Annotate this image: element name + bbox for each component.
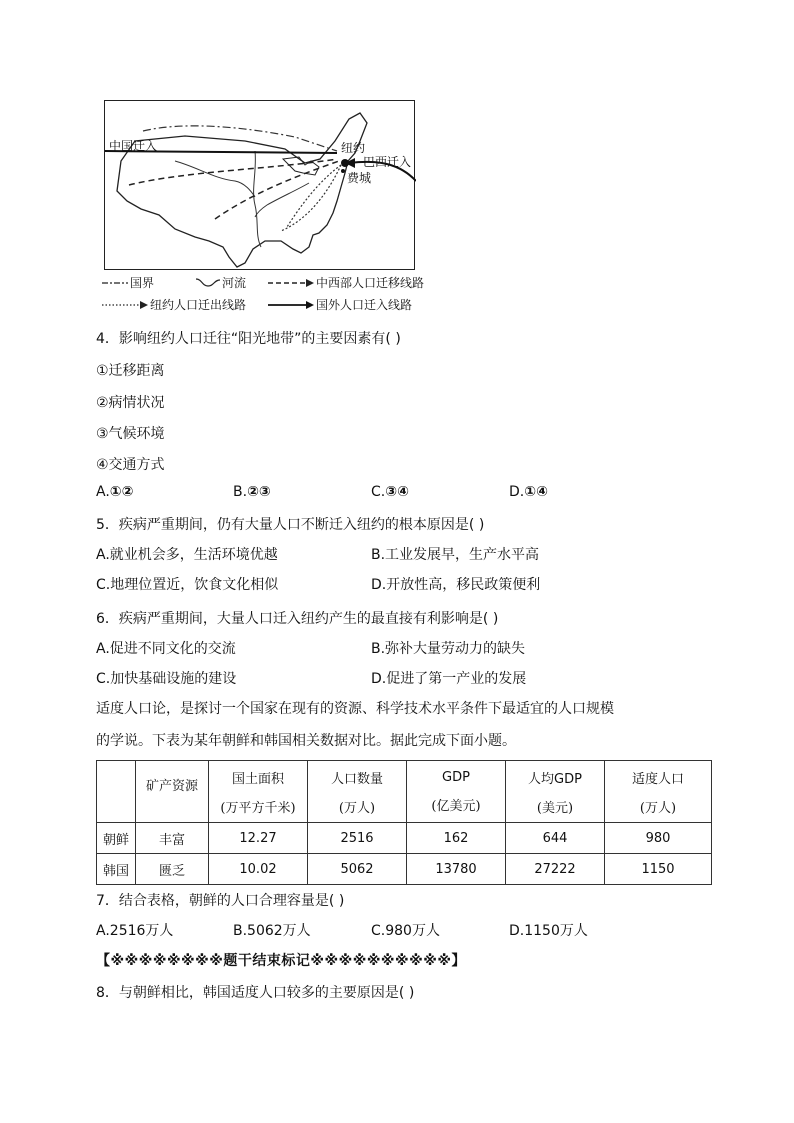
legend-foreign-symbol	[268, 300, 314, 310]
q4-option-c[interactable]: C.③④	[371, 484, 409, 500]
q7-option-d[interactable]: D.1150万人	[509, 923, 588, 939]
q6-option-c[interactable]: C.加快基础设施的建设	[96, 671, 237, 687]
legend-nyout-label: 纽约人口迁出线路	[150, 298, 247, 312]
q6-option-d[interactable]: D.促进了第一产业的发展	[371, 671, 527, 687]
legend-midwest-symbol	[268, 278, 314, 288]
passage-line-1: 适度人口论，是探讨一个国家在现有的资源、科学技术水平条件下最适宜的人口规模	[96, 701, 614, 717]
q7-option-c[interactable]: C.980万人	[371, 923, 440, 939]
table-row	[97, 823, 712, 854]
philadelphia-dot	[341, 169, 345, 173]
table-header-row	[97, 761, 712, 823]
header-cell-gdp-per-capita: 人均GDP (美元)	[506, 761, 605, 823]
q7-option-b[interactable]: B.5062万人	[233, 923, 311, 939]
q4-item-3: ③气候环境	[96, 426, 165, 442]
header-cell-optimum: 适度人口 (万人)	[605, 761, 712, 823]
map-legend	[100, 274, 430, 318]
label-newyork: 纽约	[341, 141, 366, 155]
q6-stem: 6．疾病严重期间，大量人口迁入纽约产生的最直接有利影响是( )	[96, 611, 499, 627]
great-lakes	[283, 157, 319, 175]
q4-option-a[interactable]: A.①②	[96, 484, 134, 500]
stem-end-marker: 【※※※※※※※※题干结束标记※※※※※※※※※※】	[96, 953, 466, 969]
cell-country: 朝鲜	[97, 823, 136, 854]
header-cell-0	[97, 761, 136, 823]
table-row	[97, 854, 712, 885]
q5-option-a[interactable]: A.就业机会多，生活环境优越	[96, 547, 278, 563]
passage-line-2: 的学说。下表为某年朝鲜和韩国相关数据对比。据此完成下面小题。	[96, 733, 516, 749]
cell-population: 2516	[308, 823, 407, 854]
river-missouri	[175, 161, 255, 197]
header-cell-gdp: GDP (亿美元)	[407, 761, 506, 823]
route-dashdot	[143, 126, 337, 151]
cell-population: 5062	[308, 854, 407, 885]
legend-border-symbol	[102, 278, 128, 288]
river-ohio	[255, 183, 309, 217]
newyork-dot	[341, 159, 349, 167]
cell-area: 12.27	[209, 823, 308, 854]
cell-gdp-per-capita: 644	[506, 823, 605, 854]
legend-river-symbol	[194, 276, 220, 288]
q7-stem: 7．结合表格，朝鲜的人口合理容量是( )	[96, 893, 345, 909]
migration-map	[104, 100, 415, 270]
q4-item-1: ①迁移距离	[96, 363, 165, 379]
route-ny-out-2	[287, 165, 341, 227]
q4-stem: 4．影响纽约人口迁往“阳光地带”的主要因素有( )	[96, 331, 401, 347]
legend-river-label: 河流	[222, 276, 247, 290]
header-cell-population: 人口数量 (万人)	[308, 761, 407, 823]
comparison-table	[96, 760, 712, 885]
river-mississippi	[254, 151, 261, 247]
header-cell-area: 国土面积 (万平方千米)	[209, 761, 308, 823]
cell-mineral: 匮乏	[136, 854, 209, 885]
q6-option-a[interactable]: A.促进不同文化的交流	[96, 641, 236, 657]
header-cell-mineral: 矿产资源	[136, 761, 209, 823]
cell-gdp: 13780	[407, 854, 506, 885]
q8-stem: 8．与朝鲜相比，韩国适度人口较多的主要原因是( )	[96, 985, 415, 1001]
cell-gdp-per-capita: 27222	[506, 854, 605, 885]
legend-foreign-label: 国外人口迁入线路	[316, 298, 413, 312]
q4-option-b[interactable]: B.②③	[233, 484, 271, 500]
q5-option-d[interactable]: D.开放性高，移民政策便利	[371, 577, 541, 593]
cell-optimum: 980	[605, 823, 712, 854]
q7-option-a[interactable]: A.2516万人	[96, 923, 174, 939]
legend-nyout-symbol	[102, 300, 148, 310]
q5-option-c[interactable]: C.地理位置近，饮食文化相似	[96, 577, 279, 593]
route-ny-out	[281, 165, 341, 231]
cell-gdp: 162	[407, 823, 506, 854]
q4-option-d[interactable]: D.①④	[509, 484, 548, 500]
q6-option-b[interactable]: B.弥补大量劳动力的缺失	[371, 641, 526, 657]
cell-country: 韩国	[97, 854, 136, 885]
map-drawing	[105, 101, 416, 271]
label-china: 中国迁入	[109, 139, 158, 153]
cell-mineral: 丰富	[136, 823, 209, 854]
label-philadelphia: 费城	[347, 171, 372, 185]
cell-optimum: 1150	[605, 854, 712, 885]
q5-stem: 5．疾病严重期间，仍有大量人口不断迁入纽约的根本原因是( )	[96, 517, 485, 533]
q5-option-b[interactable]: B.工业发展早，生产水平高	[371, 547, 540, 563]
q4-item-2: ②病情状况	[96, 395, 165, 411]
cell-area: 10.02	[209, 854, 308, 885]
label-brazil: 巴西迁入	[363, 155, 412, 169]
legend-border-label: 国界	[130, 276, 155, 290]
legend-midwest-label: 中西部人口迁移线路	[316, 276, 425, 290]
q4-item-4: ④交通方式	[96, 457, 165, 473]
